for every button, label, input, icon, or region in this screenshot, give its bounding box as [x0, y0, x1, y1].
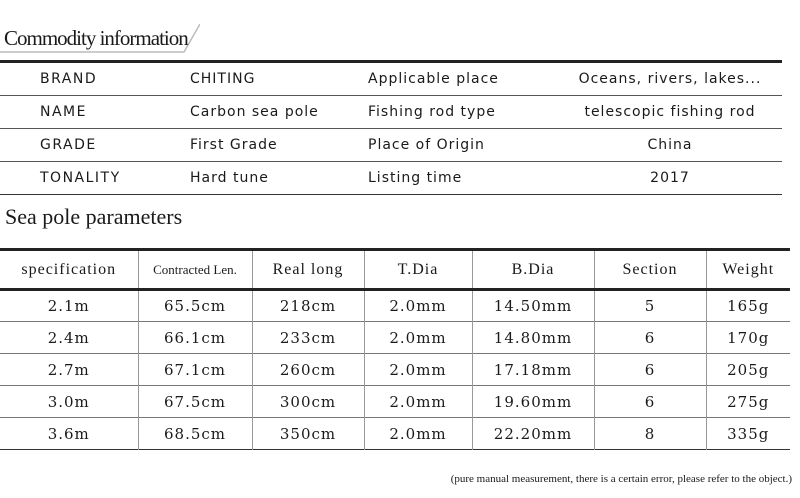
table-cell: 335g — [727, 424, 770, 443]
table-cell: 2.1m — [0, 290, 138, 322]
column-header: T.Dia — [364, 250, 472, 290]
commodity-row — [0, 63, 782, 96]
table-row — [0, 290, 790, 322]
table-cell: 2.0mm — [364, 290, 472, 322]
table-cell: 22.20mm — [472, 418, 594, 450]
commodity-value: CHITING — [190, 71, 256, 87]
table-row — [0, 386, 790, 418]
table-cell: 2.0mm — [364, 418, 472, 450]
commodity-label: NAME — [40, 104, 87, 120]
commodity-value: Hard tune — [190, 170, 269, 186]
commodity-row — [0, 162, 782, 195]
commodity-value: Carbon sea pole — [190, 104, 319, 120]
table-cell: 2.0mm — [364, 386, 472, 418]
table-cell: 17.18mm — [472, 354, 594, 386]
commodity-value: telescopic fishing rod — [584, 104, 756, 120]
commodity-label: TONALITY — [40, 170, 121, 186]
commodity-value: First Grade — [190, 137, 278, 153]
table-cell: 218cm — [252, 290, 364, 322]
column-header: B.Dia — [472, 250, 594, 290]
column-header: Contracted Len. — [138, 250, 252, 290]
table-cell: 8 — [594, 418, 706, 450]
table-cell: 5 — [594, 290, 706, 322]
table-cell: 205g — [727, 360, 770, 379]
table-cell: 19.60mm — [472, 386, 594, 418]
commodity-title: Commodity information — [4, 26, 188, 50]
table-cell: 6 — [594, 322, 706, 354]
table-cell: 165g — [727, 297, 770, 315]
column-header: Weight — [722, 260, 775, 278]
table-cell: 350cm — [252, 418, 364, 450]
commodity-value: Oceans, rivers, lakes... — [578, 71, 762, 87]
commodity-value: China — [647, 137, 693, 153]
table-row — [0, 354, 790, 386]
table-row — [0, 322, 790, 354]
commodity-label: Listing time — [368, 170, 463, 186]
table-cell: 275g — [727, 392, 770, 411]
table-cell: 170g — [727, 328, 770, 347]
commodity-table — [0, 60, 782, 195]
column-header: Section — [594, 250, 706, 290]
table-cell: 2.0mm — [364, 354, 472, 386]
table-cell: 67.1cm — [138, 354, 252, 386]
footnote: (pure manual measurement, there is a certain error, please refer to the object.) — [450, 473, 792, 485]
commodity-row — [0, 96, 782, 129]
params-table — [0, 248, 790, 450]
table-cell: 65.5cm — [138, 290, 252, 322]
table-cell: 300cm — [252, 386, 364, 418]
table-cell: 2.7m — [0, 354, 138, 386]
commodity-label: Applicable place — [368, 71, 499, 87]
commodity-label: BRAND — [40, 71, 98, 87]
table-cell: 14.80mm — [472, 322, 594, 354]
params-title: Sea pole parameters — [5, 204, 183, 229]
commodity-label: GRADE — [40, 137, 97, 153]
table-cell: 67.5cm — [138, 386, 252, 418]
table-cell: 66.1cm — [138, 322, 252, 354]
commodity-label: Place of Origin — [368, 137, 485, 153]
table-row — [0, 418, 790, 450]
table-cell: 6 — [594, 386, 706, 418]
table-cell: 3.6m — [0, 418, 138, 450]
column-header: Real long — [252, 250, 364, 290]
table-cell: 14.50mm — [472, 290, 594, 322]
commodity-value: 2017 — [650, 170, 690, 186]
commodity-row — [0, 129, 782, 162]
table-cell: 3.0m — [0, 386, 138, 418]
commodity-label: Fishing rod type — [368, 104, 496, 120]
table-cell: 2.4m — [0, 322, 138, 354]
column-header: specification — [0, 250, 138, 290]
table-cell: 2.0mm — [364, 322, 472, 354]
params-header-row — [0, 250, 790, 290]
table-cell: 233cm — [252, 322, 364, 354]
table-cell: 68.5cm — [138, 418, 252, 450]
table-cell: 6 — [594, 354, 706, 386]
table-cell: 260cm — [252, 354, 364, 386]
